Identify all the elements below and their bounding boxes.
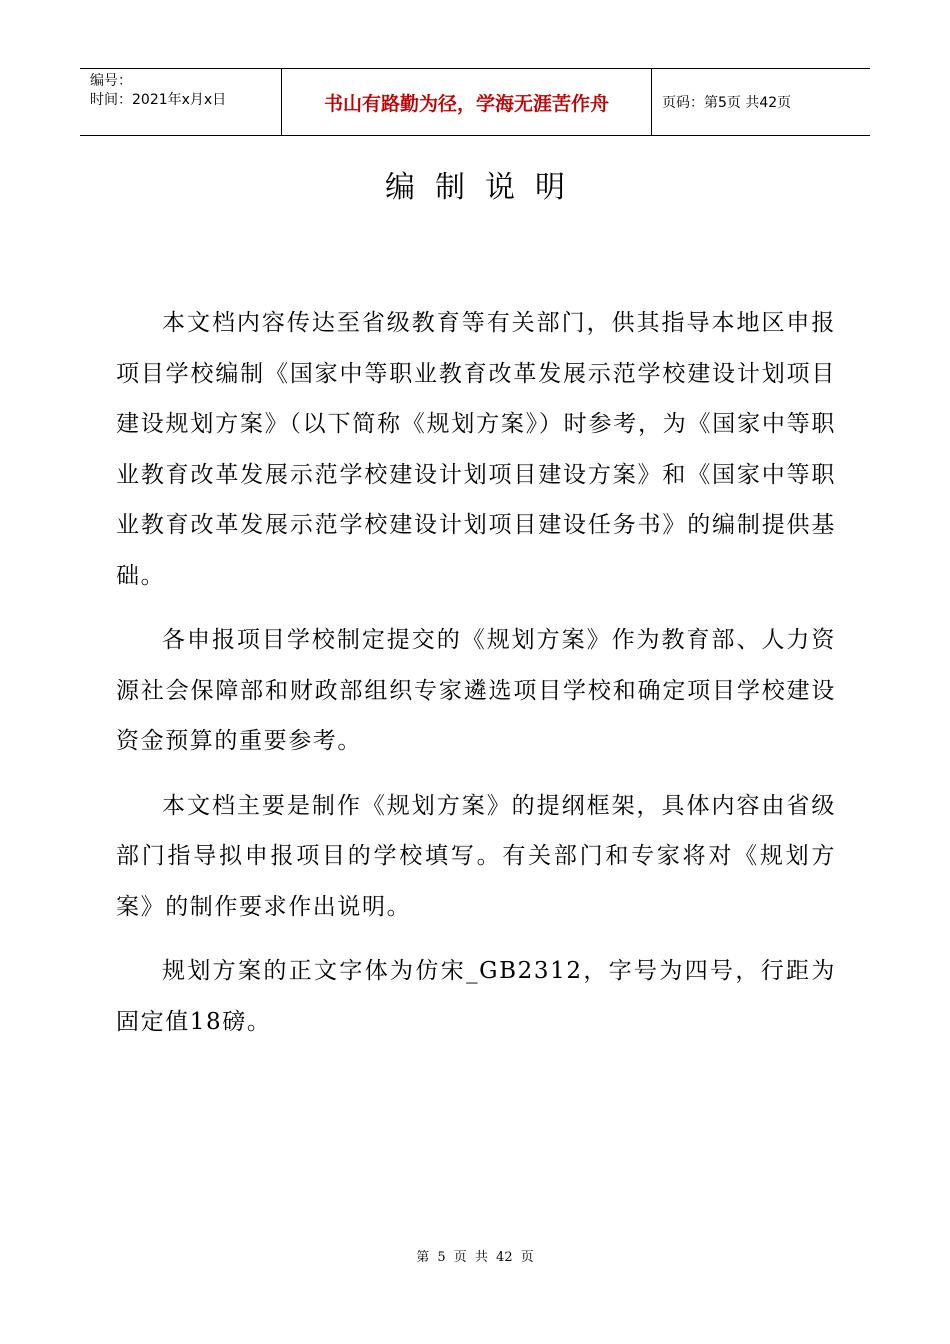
header-motto: 书山有路勤为径，学海无涯苦作舟 — [323, 92, 609, 115]
page-footer: 第 5 页 共 42 页 — [416, 1250, 534, 1265]
document-body — [116, 298, 836, 1061]
body-paragraph: 各申报项目学校制定提交的《规划方案》作为教育部、人力资源社会保障部和财政部组织专家遴选项目学校和确定项目学校建设资金预算的重要参考。 — [116, 627, 836, 754]
page-title: 编制说明 — [385, 170, 585, 205]
header-motto-cell — [282, 69, 652, 135]
document-time-label: 时间：2021年x月x日 — [90, 92, 227, 108]
document-header — [80, 68, 870, 136]
body-paragraph: 本文档主要是制作《规划方案》的提纲框架，具体内容由省级部门指导拟申报项目的学校填写。有关部门和专家将对《规划方案》的制作要求作出说明。 — [116, 792, 836, 920]
body-paragraph: 规划方案的正文字体为仿宋_GB2312，字号为四号，行距为固定值18磅。 — [116, 958, 836, 1035]
header-meta — [80, 69, 282, 135]
header-page-info: 页码：第5页 共42页 — [662, 95, 792, 111]
body-paragraph: 本文档内容传达至省级教育等有关部门，供其指导本地区申报项目学校编制《国家中等职业教育改革发展示范学校建设计划项目建设规划方案》（以下简称《规划方案》）时参考，为《国家中等职业教育改革发展示范学校建设计划项目建设方案》和《国家中等职业教育改革发展示范学校建设计划项目建设任务书》的编制提供基础。 — [116, 310, 836, 589]
document-number-label: 编号： — [90, 73, 132, 89]
